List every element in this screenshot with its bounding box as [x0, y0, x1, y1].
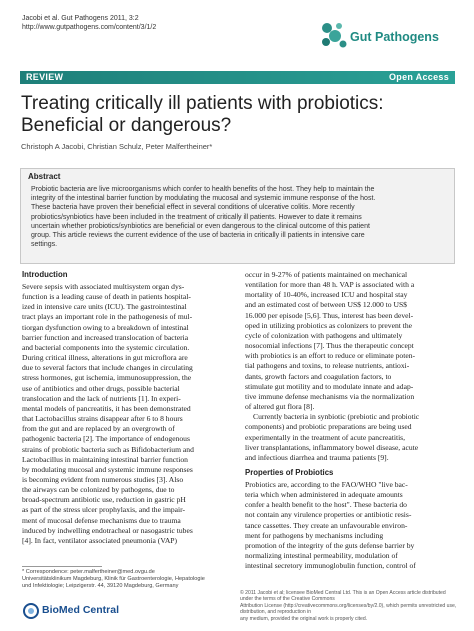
body-line: stress hormones, gut ischemia, immunosuppression, the — [22, 373, 192, 383]
body-line: induced by indwelling endotracheal or nasogastric tubes — [22, 525, 193, 535]
body-line: barrier function and increased translocation of bacteria — [22, 332, 189, 342]
body-line: cycle of colonization with pathogens and ultimately — [245, 330, 403, 340]
right-column-text — [245, 270, 452, 463]
body-line: mortality of 10-40%, increased ICU and hospital stay — [245, 290, 408, 300]
section-heading-properties: Properties of Probiotics — [245, 468, 334, 477]
abstract-line: group. This article reviews the current evidence of the use of bacteria in critically ill patients in intensive care — [31, 232, 365, 240]
abstract-line: probiotics/synbiotics have been included in the treatment of critically ill patients. However to date it remains — [31, 213, 362, 221]
article-type-band — [20, 71, 455, 84]
right-column-text-2 — [245, 480, 452, 571]
body-line: of altered gut flora [8]. — [245, 402, 315, 412]
body-line: is becoming evident from numerous studies [3]. Also — [22, 474, 184, 484]
body-line: function is a leading cause of death in patients hospital- — [22, 292, 191, 302]
body-line: nosocomial infections [7]. Thus the therapeutic concept — [245, 341, 414, 351]
body-line: ized in intensive care units (ICU). The gastrointestinal — [22, 302, 187, 312]
body-line: Lactobacillus in maintaining intestinal barrier function — [22, 454, 188, 464]
body-line: tiorgan dysfunction owing to a breakdown of intestinal — [22, 322, 189, 332]
license-line: any medium, provided the original work is properly cited. — [240, 615, 368, 622]
section-heading-introduction: Introduction — [22, 270, 68, 279]
correspondence-footnote — [22, 569, 205, 590]
body-line: tract plays an important role in the pathogenesis of mul- — [22, 312, 193, 322]
abstract-line: Probiotic bacteria are live microorganisms which confer to health benefits of the host. They help to maintain the — [31, 186, 375, 193]
body-line: translocation and the lack of nutrients [1]. In experi- — [22, 393, 181, 403]
body-line: use of antibiotics and other drugs, possible bacterial — [22, 383, 180, 393]
citation-block — [22, 14, 156, 32]
body-line: by modulating mucosal and systemic immune responses — [22, 464, 193, 474]
body-line: tive immune defense mechanisms via the normalization — [245, 391, 415, 401]
left-column-text — [22, 282, 229, 546]
article-type-label: REVIEW — [26, 72, 64, 82]
citation-url[interactable]: http://www.gutpathogens.com/content/3/1/2 — [22, 24, 157, 31]
body-line: from the gut and are replaced by an overgrowth of — [22, 424, 175, 434]
body-line: broad-spectrum antibiotic use, reduction in gastric pH — [22, 495, 186, 505]
footnote-line: * Correspondence: peter.malfertheiner@med.ovgu.de — [22, 569, 155, 575]
title-line: Treating critically ill patients with probiotics: — [21, 93, 384, 114]
body-line: occur in 9-27% of patients maintained on mechanical — [245, 270, 408, 279]
body-line: intestinal secretory immunoglobulin function, control of — [245, 561, 416, 571]
body-line: and bacterial components into the systemic circulation. — [22, 342, 190, 352]
citation-line: Jacobi et al. Gut Pathogens 2011, 3:2 — [22, 15, 139, 22]
abstract-text — [31, 185, 445, 249]
body-line: as part of the stress ulcer prophylaxis, and the impair- — [22, 505, 186, 515]
abstract-line: settings. — [31, 241, 58, 249]
abstract-heading: Abstract — [28, 172, 61, 181]
journal-name: Gut Pathogens — [350, 30, 439, 44]
body-line: normalizing intestinal permeability, modulation of — [245, 551, 398, 561]
body-line: and an estimated cost of between US$ 12.000 to US$ — [245, 300, 407, 310]
body-line: tial pathogens and toxins, to release nutrients, antioxi- — [245, 361, 410, 371]
footnote-line: Universitätsklinikum Magdeburg, Klinik für Gastroenterologie, Hepatologie — [22, 576, 205, 582]
footnote-divider — [22, 566, 102, 567]
body-line: due to several factors that include changes in circulating — [22, 363, 193, 373]
article-title — [21, 93, 461, 137]
footnote-line: und Infektiologie; Leipzigerstr. 44, 39120 Magdeburg, Germany — [22, 583, 179, 589]
body-line: stimulate gut motility and to modulate innate and adap- — [245, 381, 414, 391]
body-line: [4]. In fact, ventilator associated pneumonia (VAP) — [22, 535, 178, 545]
body-line: tance cassettes. They create an unfavourable environ- — [245, 520, 408, 530]
publisher-name: BioMed Central — [42, 604, 120, 616]
license-line: © 2011 Jacobi et al; licensee BioMed Central Ltd. This is an Open Access article distributed under the terms of the Creative Commons — [240, 590, 446, 603]
body-line: liver transplantations, inflammatory bowel disease, acute — [245, 442, 419, 452]
body-line: confer a health benefit to the host". These bacteria do — [245, 500, 407, 510]
body-line: ventilation for more than 48 h. VAP is associated with a — [245, 280, 415, 290]
body-line: not contain any virulence properties or antibiotic resis- — [245, 510, 412, 520]
body-line: Severe sepsis with associated multisystem organ dys- — [22, 282, 185, 291]
body-line: strains of probiotic bacteria such as Bifidobacterium and — [22, 444, 194, 454]
title-line: Beneficial or dangerous? — [21, 115, 232, 136]
open-access-label: Open Access — [389, 72, 449, 82]
body-line: ment for pathogens by mechanisms including — [245, 530, 384, 540]
body-line: mental models of pancreatitis, it has been demonstrated — [22, 403, 191, 413]
body-line: Currently bacteria in synbiotic (prebiotic and probiotic — [253, 412, 420, 422]
body-line: dants, growth factors and coagulation factors, to — [245, 371, 392, 381]
license-line: Attribution License (http://creativecommons.org/licenses/by/2.0), which permits unrestricted use, distribution, and reproduction in — [240, 602, 457, 616]
body-line: ment of mucosal defense mechanisms due to trauma — [22, 515, 181, 525]
body-line: promotion of the integrity of the guts defense barrier by — [245, 540, 415, 550]
abstract-line: These bacteria have proven their beneficial effect in several conditions of ulcerative colitis. More recently — [31, 204, 355, 212]
body-line: teria which when administered in adequate amounts — [245, 490, 403, 500]
author-list: Christoph A Jacobi, Christian Schulz, Peter Malfertheiner* — [21, 142, 213, 151]
body-line: oped in utilizing probiotics as colonizers to prevent the — [245, 320, 413, 330]
body-line: During critical illness, alterations in gut microflora are — [22, 353, 188, 363]
body-line: that Lactobacillus strains disappear after 6 to 8 hours — [22, 414, 183, 424]
body-line: the airways can be colonized by pathogens, due to — [22, 485, 175, 495]
body-line: and infectious diarrhea and trauma patients [9]. — [245, 452, 389, 462]
abstract-line: uncertain whether probiotics/synbiotics are beneficial or even dangerous to the clinical outcome of this patient — [31, 222, 370, 230]
body-line: experimentally in the treatment of acute pancreatitis, — [245, 432, 406, 442]
body-line: Probiotics are, according to the FAO/WHO "live bac- — [245, 480, 408, 489]
body-line: components) and probiotic preparations are being used — [245, 422, 412, 432]
abstract-line: integrity of the intestinal barrier function by modulating the mucosal and systemic immune response of the host. — [31, 195, 376, 203]
body-line: with probiotics is an effort to reduce or eliminate poten- — [245, 351, 416, 361]
license-text — [240, 590, 458, 622]
body-line: pathogenic bacteria [2]. The importance of endogenous — [22, 434, 190, 444]
body-line: 16.000 per episode [5,6]. Thus, interest has been devel- — [245, 310, 414, 320]
